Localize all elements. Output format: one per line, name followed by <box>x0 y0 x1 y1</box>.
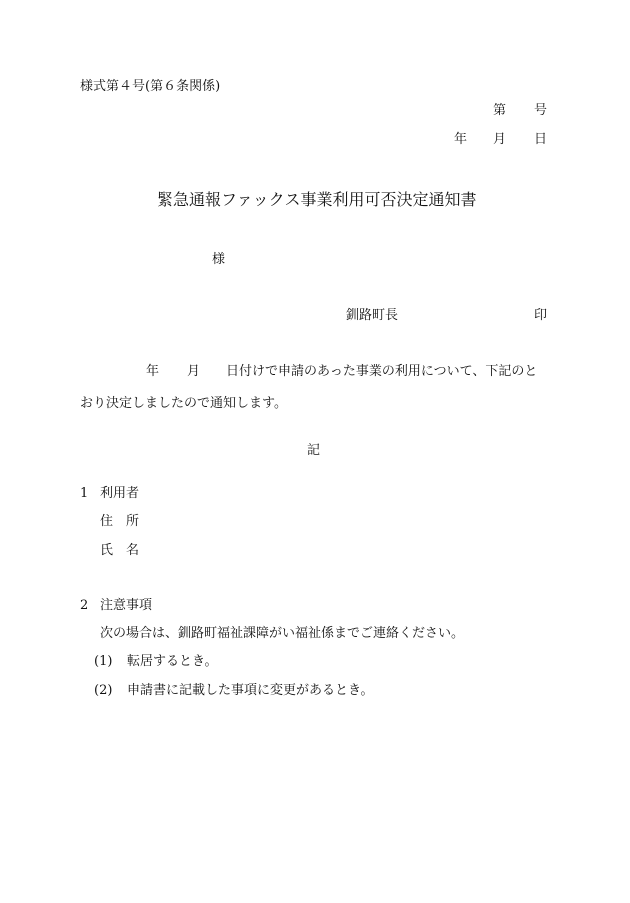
notice-item-2-number: (2) <box>94 683 113 698</box>
notice-item-2-text: 申請書に記載した事項に変更があるとき。 <box>127 683 374 698</box>
date-year-label: 年 <box>454 132 468 147</box>
section-1-number: 1 <box>80 486 89 501</box>
document-number-dai: 第 <box>493 103 507 118</box>
ki-heading: 記 <box>307 443 321 458</box>
recipient-honorific: 様 <box>212 252 226 267</box>
body-month-label: 月 <box>187 364 201 379</box>
body-line-2: おり決定しましたので通知します。 <box>80 396 287 411</box>
seal-mark: 印 <box>534 308 548 323</box>
section-1-heading: 利用者 <box>100 486 140 501</box>
notice-item-1-text: 転居するとき。 <box>127 654 218 669</box>
section-2-heading: 注意事項 <box>100 598 153 613</box>
notice-intro: 次の場合は、釧路町福祉課障がい福祉係までご連絡ください。 <box>100 626 465 641</box>
document-number-go: 号 <box>534 103 548 118</box>
address-label: 住 所 <box>100 514 140 529</box>
document-title: 緊急通報ファックス事業利用可否決定通知書 <box>157 190 477 209</box>
body-year-label: 年 <box>146 364 160 379</box>
date-day-label: 日 <box>534 132 548 147</box>
form-label: 様式第４号(第６条関係) <box>80 79 221 94</box>
notice-item-1-number: (1) <box>94 654 113 669</box>
date-month-label: 月 <box>493 132 507 147</box>
section-2-number: 2 <box>80 598 89 613</box>
sender-name: 釧路町長 <box>346 308 399 323</box>
body-line-1: 日付けで申請のあった事業の利用について、下記のと <box>226 364 538 379</box>
name-label: 氏 名 <box>100 543 140 558</box>
